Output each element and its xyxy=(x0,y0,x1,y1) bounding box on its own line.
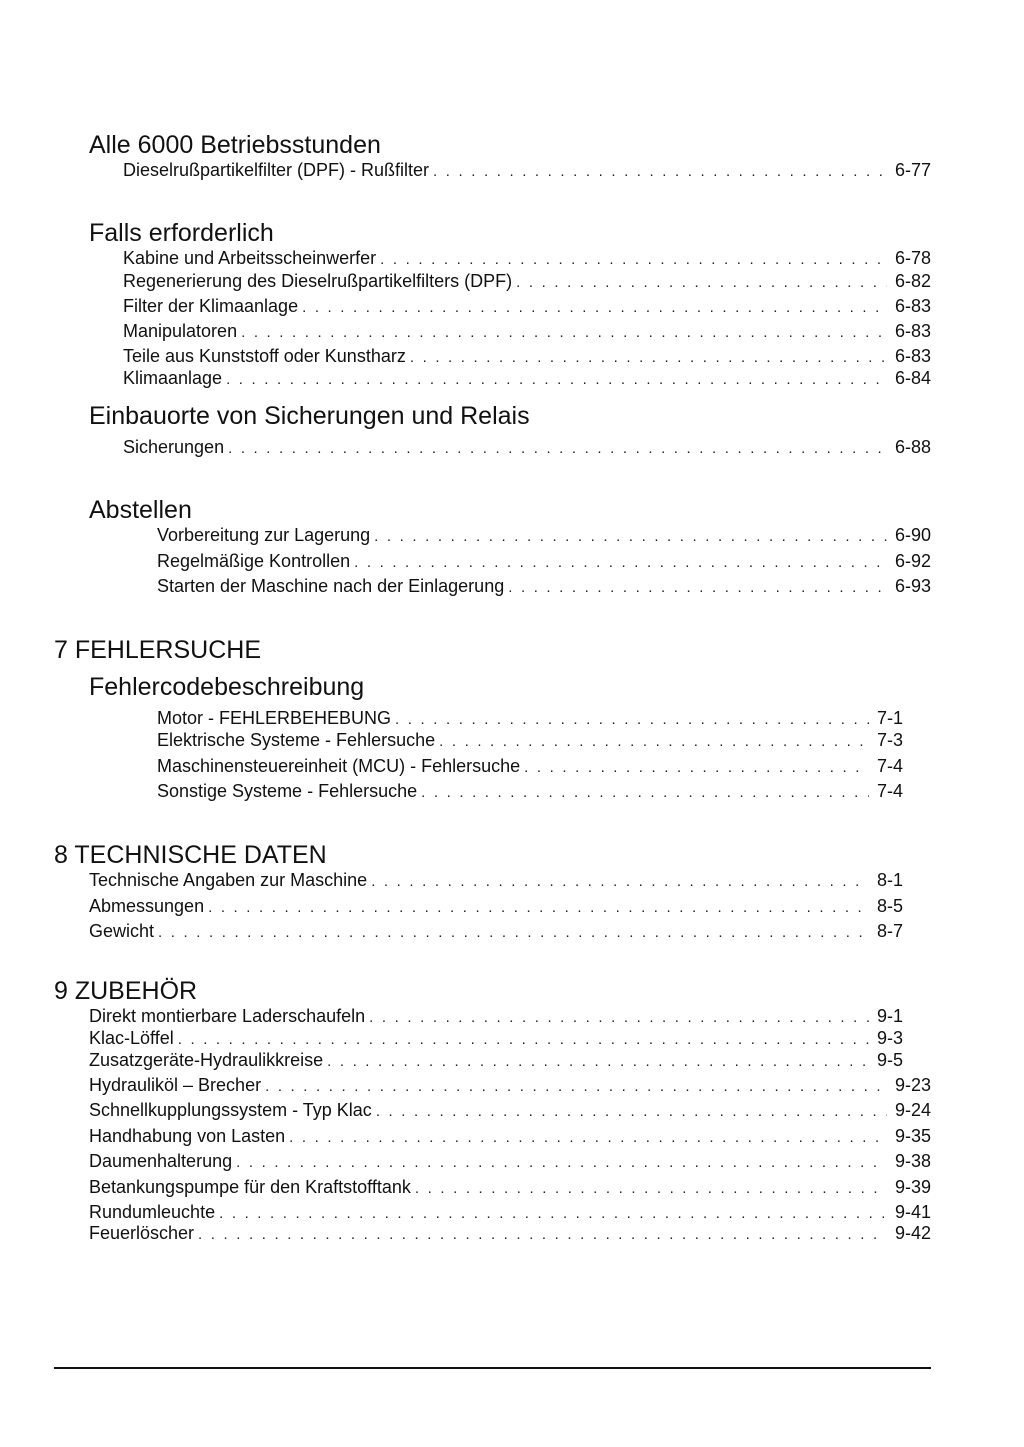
toc-entry[interactable] xyxy=(157,550,931,574)
toc-entry[interactable] xyxy=(89,1049,903,1073)
toc-entry-page: 8-7 xyxy=(876,921,903,941)
toc-entry-page: 9-3 xyxy=(876,1028,903,1048)
leader-dots xyxy=(327,1051,869,1073)
toc-entry-page: 9-5 xyxy=(876,1050,903,1070)
toc-entry[interactable] xyxy=(157,729,903,753)
toc-entry-title: Dieselrußpartikelfilter (DPF) - Rußfilter xyxy=(123,160,430,180)
toc-entry-page: 9-39 xyxy=(894,1177,931,1197)
toc-entry-page: 6-82 xyxy=(894,271,931,291)
chapter-heading-9: 9 ZUBEHÖR xyxy=(54,977,198,1005)
toc-entry-page: 6-90 xyxy=(894,525,931,545)
leader-dots xyxy=(433,161,887,183)
leader-dots xyxy=(395,709,869,731)
toc-entry-title: Regelmäßige Kontrollen xyxy=(157,551,351,571)
toc-entry-title: Abmessungen xyxy=(89,896,205,916)
toc-entry-page: 6-88 xyxy=(894,437,931,457)
toc-entry-page: 8-1 xyxy=(876,870,903,890)
toc-entry[interactable] xyxy=(123,436,931,460)
toc-entry[interactable] xyxy=(123,159,931,183)
toc-entry-page: 9-24 xyxy=(894,1100,931,1120)
toc-entry-page: 7-4 xyxy=(876,781,903,801)
leader-dots xyxy=(226,369,887,391)
toc-entry-title: Gewicht xyxy=(89,921,155,941)
toc-entry-title: Maschinensteuereinheit (MCU) - Fehlersuche xyxy=(157,756,521,776)
toc-entry-title: Sicherungen xyxy=(123,437,225,457)
leader-dots xyxy=(198,1224,887,1246)
toc-entry-title: Klimaanlage xyxy=(123,368,223,388)
leader-dots xyxy=(508,577,887,599)
toc-entry-title: Filter der Klimaanlage xyxy=(123,296,299,316)
toc-entry-page: 9-1 xyxy=(876,1006,903,1026)
section-heading-falls-erforderlich: Falls erforderlich xyxy=(89,219,274,247)
toc-entry-page: 9-42 xyxy=(894,1223,931,1243)
toc-entry[interactable] xyxy=(157,707,903,731)
toc-entry[interactable] xyxy=(89,895,903,919)
toc-entry-title: Betankungspumpe für den Kraftstofftank xyxy=(89,1177,411,1197)
toc-entry-title: Elektrische Systeme - Fehlersuche xyxy=(157,730,436,750)
leader-dots xyxy=(516,272,887,294)
leader-dots xyxy=(265,1076,887,1098)
toc-entry-title: Zusatzgeräte-Hydraulikkreise xyxy=(89,1050,324,1070)
toc-entry-page: 7-3 xyxy=(876,730,903,750)
toc-entry-title: Schnellkupplungssystem - Typ Klac xyxy=(89,1100,372,1120)
toc-entry-title: Starten der Maschine nach der Einlagerung xyxy=(157,576,505,596)
toc-entry[interactable] xyxy=(123,345,931,369)
toc-entry-page: 6-83 xyxy=(894,296,931,316)
toc-entry[interactable] xyxy=(157,780,903,804)
toc-entry-page: 6-83 xyxy=(894,321,931,341)
leader-dots xyxy=(354,552,887,574)
leader-dots xyxy=(439,731,869,753)
chapter-heading-8: 8 TECHNISCHE DATEN xyxy=(54,841,327,869)
leader-dots xyxy=(228,438,887,460)
toc-entry[interactable] xyxy=(123,247,931,271)
toc-entry-page: 6-93 xyxy=(894,576,931,596)
toc-entry[interactable] xyxy=(89,869,903,893)
leader-dots xyxy=(241,322,887,344)
toc-entry-title: Rundumleuchte xyxy=(89,1202,216,1222)
leader-dots xyxy=(302,297,887,319)
leader-dots xyxy=(289,1127,887,1149)
toc-entry[interactable] xyxy=(157,524,931,548)
toc-entry-page: 9-41 xyxy=(894,1202,931,1222)
leader-dots xyxy=(374,526,887,548)
section-heading-abstellen: Abstellen xyxy=(89,496,192,524)
toc-entry-page: 7-4 xyxy=(876,756,903,776)
toc-entry[interactable] xyxy=(123,320,931,344)
toc-entry-title: Vorbereitung zur Lagerung xyxy=(157,525,371,545)
toc-entry[interactable] xyxy=(157,755,903,779)
leader-dots xyxy=(158,922,869,944)
toc-entry-title: Kabine und Arbeitsscheinwerfer xyxy=(123,248,377,268)
section-heading-sicherungen-relais: Einbauorte von Sicherungen und Relais xyxy=(89,402,530,430)
toc-entry-title: Regenerierung des Dieselrußpartikelfilters (DPF) xyxy=(123,271,513,291)
leader-dots xyxy=(380,249,887,271)
toc-entry-title: Manipulatoren xyxy=(123,321,238,341)
toc-entry[interactable] xyxy=(89,1150,931,1174)
toc-entry-title: Klac-Löffel xyxy=(89,1028,174,1048)
leader-dots xyxy=(178,1029,869,1051)
toc-entry[interactable] xyxy=(89,1176,931,1200)
toc-entry[interactable] xyxy=(89,1099,931,1123)
leader-dots xyxy=(236,1152,887,1174)
toc-entry[interactable] xyxy=(123,367,931,391)
toc-entry-page: 6-92 xyxy=(894,551,931,571)
toc-entry-page: 6-83 xyxy=(894,346,931,366)
toc-entry[interactable] xyxy=(89,920,903,944)
toc-entry-title: Feuerlöscher xyxy=(89,1223,195,1243)
toc-entry-page: 9-23 xyxy=(894,1075,931,1095)
toc-entry-title: Handhabung von Lasten xyxy=(89,1126,286,1146)
leader-dots xyxy=(524,757,869,779)
toc-entry[interactable] xyxy=(157,575,931,599)
chapter-heading-7: 7 FEHLERSUCHE xyxy=(54,636,261,664)
toc-entry[interactable] xyxy=(89,1125,931,1149)
toc-entry-title: Technische Angaben zur Maschine xyxy=(89,870,368,890)
toc-entry[interactable] xyxy=(89,1005,903,1029)
toc-entry-page: 8-5 xyxy=(876,896,903,916)
toc-entry[interactable] xyxy=(123,295,931,319)
toc-entry-page: 9-35 xyxy=(894,1126,931,1146)
toc-entry-page: 6-77 xyxy=(894,160,931,180)
toc-entry-title: Daumenhalterung xyxy=(89,1151,233,1171)
toc-entry-page: 9-38 xyxy=(894,1151,931,1171)
toc-entry[interactable] xyxy=(89,1027,903,1051)
section-heading-6000h: Alle 6000 Betriebsstunden xyxy=(89,131,381,159)
toc-entry-page: 7-1 xyxy=(876,708,903,728)
leader-dots xyxy=(376,1101,887,1123)
toc-entry-title: Hydrauliköl – Brecher xyxy=(89,1075,262,1095)
leader-dots xyxy=(208,897,869,919)
toc-entry-title: Teile aus Kunststoff oder Kunstharz xyxy=(123,346,406,366)
leader-dots xyxy=(369,1007,869,1029)
leader-dots xyxy=(421,782,869,804)
toc-entry[interactable] xyxy=(123,270,931,294)
leader-dots xyxy=(415,1178,887,1200)
toc-entry-title: Motor - FEHLERBEHEBUNG xyxy=(157,708,392,728)
toc-entry[interactable] xyxy=(89,1222,931,1246)
footer-rule xyxy=(54,1367,931,1369)
leader-dots xyxy=(371,871,869,893)
toc-entry-page: 6-84 xyxy=(894,368,931,388)
toc-entry-title: Sonstige Systeme - Fehlersuche xyxy=(157,781,418,801)
toc-entry-title: Direkt montierbare Laderschaufeln xyxy=(89,1006,366,1026)
section-heading-fehlercode: Fehlercodebeschreibung xyxy=(89,673,365,701)
leader-dots xyxy=(410,347,887,369)
toc-entry[interactable] xyxy=(89,1074,931,1098)
toc-entry-page: 6-78 xyxy=(894,248,931,268)
